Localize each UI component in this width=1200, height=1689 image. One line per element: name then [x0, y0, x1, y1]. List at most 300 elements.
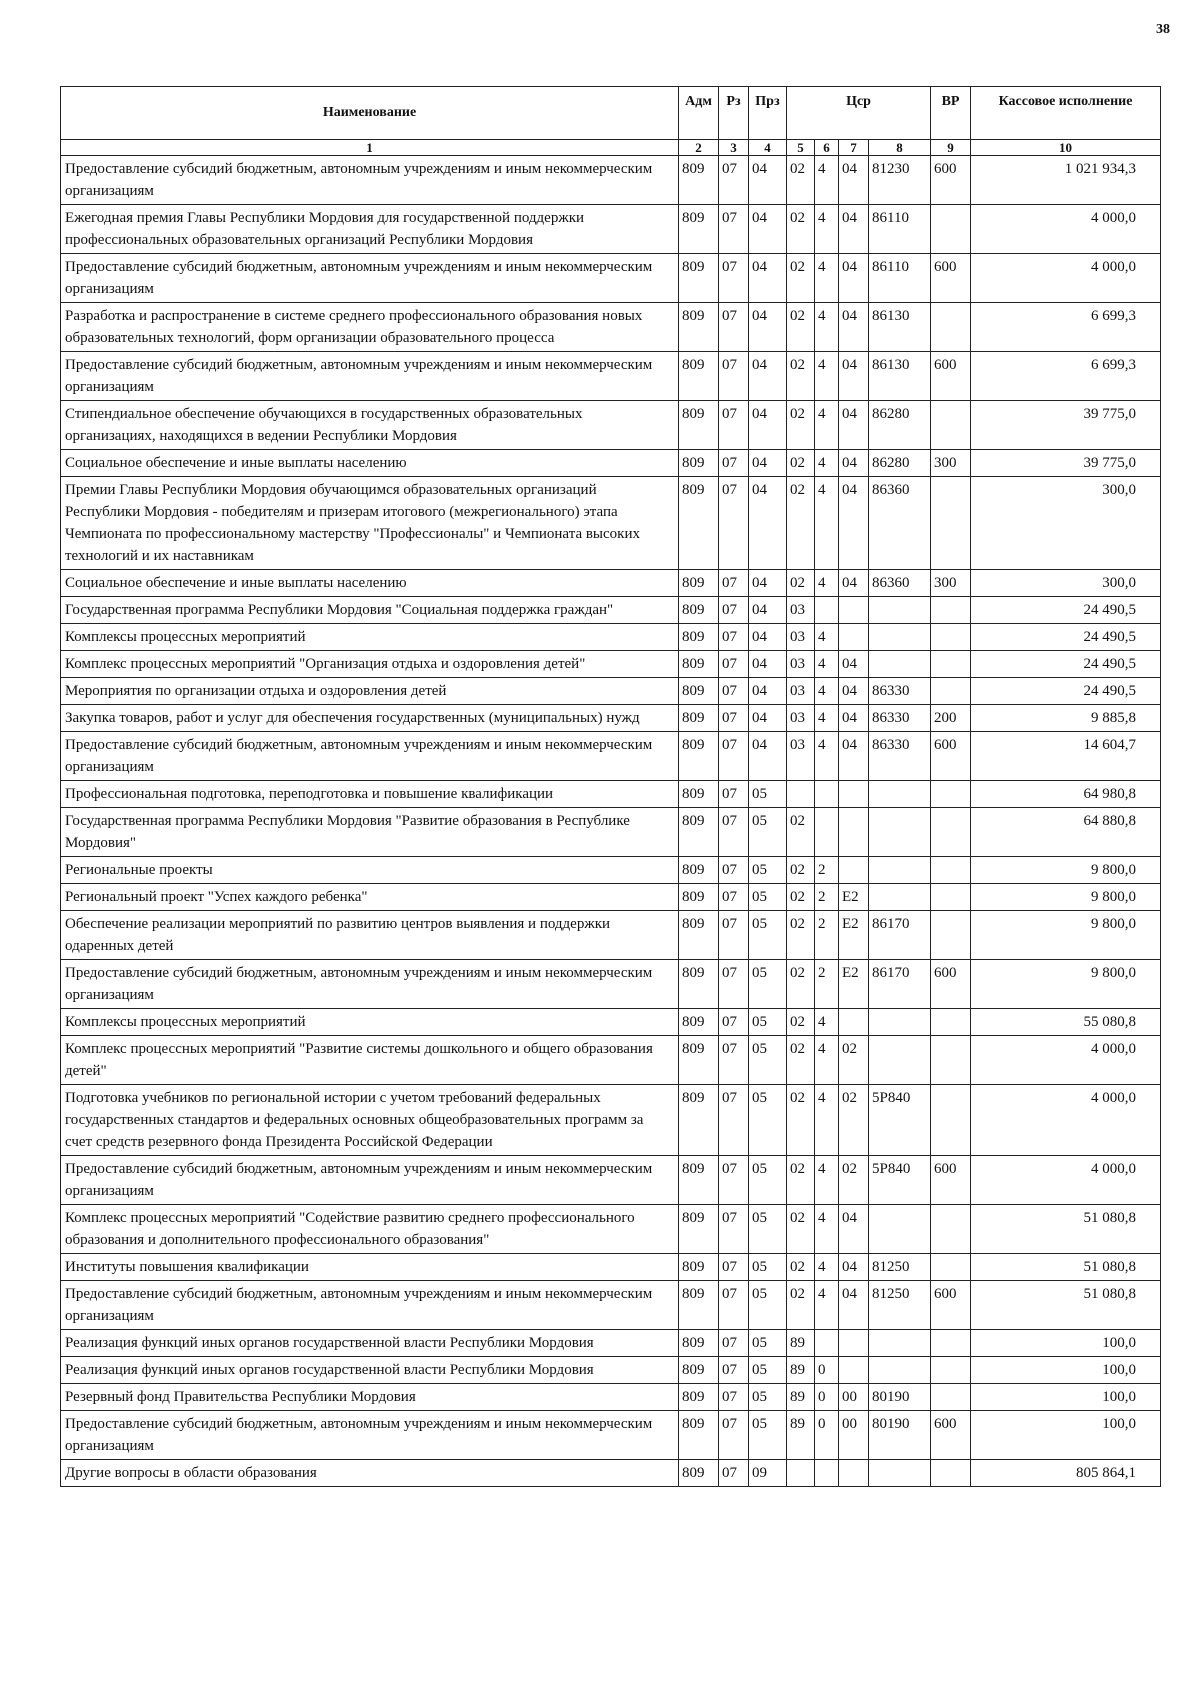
row-csr-program: 02: [787, 477, 815, 570]
row-rz: 07: [719, 678, 749, 705]
row-csr-program: 02: [787, 1009, 815, 1036]
table-row: [61, 857, 1161, 884]
row-prz: 09: [749, 1460, 787, 1487]
header-vr: ВР: [931, 87, 971, 140]
row-csr-program: 02: [787, 205, 815, 254]
row-adm: 809: [679, 1036, 719, 1085]
row-vr: [931, 911, 971, 960]
row-name: Предоставление субсидий бюджетным, автономным учреждениям и иным некоммерческим организациям: [61, 1411, 679, 1460]
table-row: [61, 1281, 1161, 1330]
row-amount: 300,0: [971, 477, 1161, 570]
row-csr-element: 04: [839, 401, 869, 450]
row-vr: [931, 678, 971, 705]
row-rz: 07: [719, 857, 749, 884]
row-csr-element: 04: [839, 570, 869, 597]
row-rz: 07: [719, 1330, 749, 1357]
row-amount: 805 864,1: [971, 1460, 1161, 1487]
row-csr-element: 04: [839, 1254, 869, 1281]
row-csr-type: 4: [815, 401, 839, 450]
row-csr-type: 4: [815, 1085, 839, 1156]
row-rz: 07: [719, 597, 749, 624]
row-prz: 05: [749, 808, 787, 857]
row-adm: 809: [679, 1330, 719, 1357]
row-csr-direction: 81250: [869, 1254, 931, 1281]
row-amount: 100,0: [971, 1411, 1161, 1460]
row-amount: 24 490,5: [971, 597, 1161, 624]
row-csr-program: 02: [787, 1205, 815, 1254]
row-rz: 07: [719, 254, 749, 303]
row-csr-type: 0: [815, 1411, 839, 1460]
row-csr-element: E2: [839, 960, 869, 1009]
row-csr-type: 4: [815, 570, 839, 597]
row-csr-type: 2: [815, 857, 839, 884]
row-vr: [931, 1009, 971, 1036]
row-csr-program: 02: [787, 884, 815, 911]
table-row: [61, 678, 1161, 705]
row-csr-element: [839, 808, 869, 857]
table-row: [61, 1330, 1161, 1357]
row-vr: [931, 651, 971, 678]
row-csr-element: 04: [839, 352, 869, 401]
table-row: [61, 651, 1161, 678]
row-vr: 600: [931, 1411, 971, 1460]
row-adm: 809: [679, 651, 719, 678]
row-rz: 07: [719, 960, 749, 1009]
row-csr-element: 02: [839, 1085, 869, 1156]
row-amount: 64 880,8: [971, 808, 1161, 857]
row-rz: 07: [719, 1085, 749, 1156]
row-rz: 07: [719, 352, 749, 401]
table-row: [61, 808, 1161, 857]
row-amount: 51 080,8: [971, 1205, 1161, 1254]
row-csr-type: 4: [815, 450, 839, 477]
table-row: [61, 1085, 1161, 1156]
row-csr-element: 04: [839, 732, 869, 781]
header-csr: Цср: [787, 87, 931, 140]
row-csr-element: 04: [839, 705, 869, 732]
row-csr-type: [815, 1460, 839, 1487]
row-adm: 809: [679, 1281, 719, 1330]
row-amount: 64 980,8: [971, 781, 1161, 808]
column-number: 7: [839, 140, 869, 156]
row-csr-type: 4: [815, 705, 839, 732]
row-adm: 809: [679, 1411, 719, 1460]
column-number: 8: [869, 140, 931, 156]
row-csr-type: [815, 781, 839, 808]
row-amount: 24 490,5: [971, 624, 1161, 651]
row-csr-element: [839, 1009, 869, 1036]
row-vr: [931, 401, 971, 450]
row-name: Комплекс процессных мероприятий "Содействие развитию среднего профессионального образования и дополнительного профессионального образования": [61, 1205, 679, 1254]
row-rz: 07: [719, 1384, 749, 1411]
row-rz: 07: [719, 732, 749, 781]
row-prz: 05: [749, 1036, 787, 1085]
row-prz: 05: [749, 1384, 787, 1411]
row-adm: 809: [679, 1205, 719, 1254]
row-rz: 07: [719, 1411, 749, 1460]
row-name: Комплекс процессных мероприятий "Организация отдыха и оздоровления детей": [61, 651, 679, 678]
table-row: [61, 570, 1161, 597]
row-vr: 600: [931, 960, 971, 1009]
row-name: Мероприятия по организации отдыха и оздоровления детей: [61, 678, 679, 705]
row-rz: 07: [719, 1281, 749, 1330]
row-name: Разработка и распространение в системе среднего профессионального образования новых образовательных технологий, форм организации образовательного процесса: [61, 303, 679, 352]
row-csr-direction: 5P840: [869, 1085, 931, 1156]
row-prz: 05: [749, 1009, 787, 1036]
row-rz: 07: [719, 624, 749, 651]
table-row: [61, 401, 1161, 450]
row-amount: 100,0: [971, 1330, 1161, 1357]
row-name: Государственная программа Республики Мордовия "Развитие образования в Республике Мордовия": [61, 808, 679, 857]
row-prz: 05: [749, 1281, 787, 1330]
row-name: Предоставление субсидий бюджетным, автономным учреждениям и иным некоммерческим организациям: [61, 732, 679, 781]
row-csr-direction: 86360: [869, 570, 931, 597]
row-csr-program: 89: [787, 1330, 815, 1357]
row-vr: 300: [931, 450, 971, 477]
row-adm: 809: [679, 732, 719, 781]
row-vr: [931, 1384, 971, 1411]
row-csr-direction: 86130: [869, 303, 931, 352]
row-prz: 04: [749, 303, 787, 352]
row-name: Предоставление субсидий бюджетным, автономным учреждениям и иным некоммерческим организациям: [61, 1281, 679, 1330]
row-name: Комплексы процессных мероприятий: [61, 1009, 679, 1036]
row-amount: 14 604,7: [971, 732, 1161, 781]
row-csr-element: 04: [839, 254, 869, 303]
row-amount: 4 000,0: [971, 1036, 1161, 1085]
row-csr-direction: [869, 651, 931, 678]
row-prz: 05: [749, 1357, 787, 1384]
row-csr-element: 04: [839, 678, 869, 705]
row-name: Профессиональная подготовка, переподготовка и повышение квалификации: [61, 781, 679, 808]
row-csr-type: 4: [815, 205, 839, 254]
row-prz: 04: [749, 401, 787, 450]
row-name: Предоставление субсидий бюджетным, автономным учреждениям и иным некоммерческим организациям: [61, 1156, 679, 1205]
row-name: Предоставление субсидий бюджетным, автономным учреждениям и иным некоммерческим организациям: [61, 352, 679, 401]
row-name: Закупка товаров, работ и услуг для обеспечения государственных (муниципальных) нужд: [61, 705, 679, 732]
row-csr-program: [787, 781, 815, 808]
header-row: [61, 87, 1161, 140]
row-amount: 55 080,8: [971, 1009, 1161, 1036]
table-row: [61, 732, 1161, 781]
table-row: [61, 303, 1161, 352]
row-csr-type: 4: [815, 156, 839, 205]
row-adm: 809: [679, 254, 719, 303]
column-number: 10: [971, 140, 1161, 156]
row-csr-type: 0: [815, 1384, 839, 1411]
row-csr-type: 4: [815, 254, 839, 303]
row-adm: 809: [679, 450, 719, 477]
row-rz: 07: [719, 1036, 749, 1085]
row-vr: [931, 1205, 971, 1254]
table-body: [61, 156, 1161, 1487]
row-name: Региональные проекты: [61, 857, 679, 884]
row-name: Социальное обеспечение и иные выплаты населению: [61, 570, 679, 597]
row-csr-program: 03: [787, 678, 815, 705]
row-adm: 809: [679, 1085, 719, 1156]
row-csr-program: 02: [787, 352, 815, 401]
row-rz: 07: [719, 570, 749, 597]
row-name: Резервный фонд Правительства Республики Мордовия: [61, 1384, 679, 1411]
row-adm: 809: [679, 352, 719, 401]
row-prz: 05: [749, 960, 787, 1009]
row-csr-element: 04: [839, 477, 869, 570]
row-prz: 04: [749, 705, 787, 732]
row-csr-type: 2: [815, 911, 839, 960]
row-amount: 9 800,0: [971, 960, 1161, 1009]
header-name: Наименование: [61, 87, 679, 140]
row-csr-program: 02: [787, 570, 815, 597]
row-name: Комплексы процессных мероприятий: [61, 624, 679, 651]
row-amount: 51 080,8: [971, 1281, 1161, 1330]
column-number: 5: [787, 140, 815, 156]
row-prz: 05: [749, 1411, 787, 1460]
row-name: Государственная программа Республики Мордовия "Социальная поддержка граждан": [61, 597, 679, 624]
row-csr-direction: [869, 1205, 931, 1254]
row-adm: 809: [679, 781, 719, 808]
row-adm: 809: [679, 477, 719, 570]
budget-execution-table: [60, 86, 1161, 1487]
row-adm: 809: [679, 570, 719, 597]
row-vr: [931, 1254, 971, 1281]
row-csr-element: [839, 1357, 869, 1384]
row-prz: 05: [749, 884, 787, 911]
table-row: [61, 911, 1161, 960]
row-csr-program: 02: [787, 1036, 815, 1085]
row-csr-element: 04: [839, 651, 869, 678]
row-prz: 04: [749, 570, 787, 597]
row-rz: 07: [719, 156, 749, 205]
row-vr: [931, 1085, 971, 1156]
row-csr-program: 03: [787, 597, 815, 624]
row-rz: 07: [719, 1254, 749, 1281]
row-csr-direction: 81230: [869, 156, 931, 205]
row-name: Ежегодная премия Главы Республики Мордовия для государственной поддержки профессиональных образовательных организаций Республики Мордовия: [61, 205, 679, 254]
row-csr-type: 4: [815, 1281, 839, 1330]
row-prz: 05: [749, 1330, 787, 1357]
row-vr: 200: [931, 705, 971, 732]
header-prz: Прз: [749, 87, 787, 140]
row-csr-direction: 5P840: [869, 1156, 931, 1205]
row-adm: 809: [679, 1009, 719, 1036]
row-csr-program: 02: [787, 1085, 815, 1156]
row-adm: 809: [679, 1357, 719, 1384]
row-vr: [931, 477, 971, 570]
row-rz: 07: [719, 1205, 749, 1254]
row-rz: 07: [719, 781, 749, 808]
row-prz: 04: [749, 254, 787, 303]
row-csr-element: 04: [839, 156, 869, 205]
row-csr-program: 02: [787, 156, 815, 205]
row-name: Предоставление субсидий бюджетным, автономным учреждениям и иным некоммерческим организациям: [61, 254, 679, 303]
row-csr-program: 03: [787, 624, 815, 651]
row-amount: 39 775,0: [971, 401, 1161, 450]
row-csr-type: [815, 1330, 839, 1357]
row-amount: 9 800,0: [971, 857, 1161, 884]
row-name: Социальное обеспечение и иные выплаты населению: [61, 450, 679, 477]
row-csr-direction: 86330: [869, 678, 931, 705]
row-name: Предоставление субсидий бюджетным, автономным учреждениям и иным некоммерческим организациям: [61, 960, 679, 1009]
row-csr-type: 0: [815, 1357, 839, 1384]
row-adm: 809: [679, 911, 719, 960]
row-vr: [931, 205, 971, 254]
row-rz: 07: [719, 401, 749, 450]
row-prz: 05: [749, 857, 787, 884]
row-csr-direction: [869, 1036, 931, 1085]
row-amount: 4 000,0: [971, 205, 1161, 254]
row-rz: 07: [719, 477, 749, 570]
row-prz: 05: [749, 781, 787, 808]
row-rz: 07: [719, 651, 749, 678]
row-csr-direction: 80190: [869, 1384, 931, 1411]
row-csr-direction: [869, 781, 931, 808]
row-amount: 9 885,8: [971, 705, 1161, 732]
row-vr: [931, 857, 971, 884]
table-row: [61, 781, 1161, 808]
table-row: [61, 1036, 1161, 1085]
row-vr: [931, 597, 971, 624]
table-row: [61, 1156, 1161, 1205]
row-csr-program: 02: [787, 960, 815, 1009]
row-vr: [931, 1036, 971, 1085]
row-adm: 809: [679, 705, 719, 732]
row-csr-type: 2: [815, 960, 839, 1009]
row-csr-type: 4: [815, 303, 839, 352]
row-csr-element: [839, 597, 869, 624]
row-csr-direction: [869, 597, 931, 624]
table-row: [61, 254, 1161, 303]
row-csr-direction: 86130: [869, 352, 931, 401]
row-csr-program: 02: [787, 1156, 815, 1205]
row-prz: 04: [749, 156, 787, 205]
row-csr-element: 00: [839, 1384, 869, 1411]
row-amount: 39 775,0: [971, 450, 1161, 477]
row-csr-program: 03: [787, 651, 815, 678]
row-csr-type: 4: [815, 1009, 839, 1036]
row-csr-type: 4: [815, 678, 839, 705]
row-vr: [931, 884, 971, 911]
row-amount: 4 000,0: [971, 1156, 1161, 1205]
table-row: [61, 1254, 1161, 1281]
row-name: Реализация функций иных органов государственной власти Республики Мордовия: [61, 1330, 679, 1357]
row-name: Обеспечение реализации мероприятий по развитию центров выявления и поддержки одаренных детей: [61, 911, 679, 960]
row-vr: 600: [931, 254, 971, 303]
row-csr-program: 02: [787, 1254, 815, 1281]
header-rz: Рз: [719, 87, 749, 140]
header-cash: Кассовое исполнение: [971, 87, 1161, 140]
row-adm: 809: [679, 1156, 719, 1205]
row-prz: 04: [749, 624, 787, 651]
row-amount: 4 000,0: [971, 254, 1161, 303]
row-prz: 05: [749, 1205, 787, 1254]
row-amount: 9 800,0: [971, 884, 1161, 911]
row-csr-direction: 86280: [869, 450, 931, 477]
row-rz: 07: [719, 911, 749, 960]
table-row: [61, 156, 1161, 205]
row-csr-element: E2: [839, 884, 869, 911]
row-prz: 04: [749, 597, 787, 624]
row-csr-type: 4: [815, 1156, 839, 1205]
row-csr-type: 4: [815, 651, 839, 678]
row-csr-direction: 86330: [869, 705, 931, 732]
row-rz: 07: [719, 884, 749, 911]
row-vr: 300: [931, 570, 971, 597]
row-vr: 600: [931, 352, 971, 401]
row-csr-program: 02: [787, 911, 815, 960]
row-adm: 809: [679, 857, 719, 884]
row-prz: 04: [749, 651, 787, 678]
row-vr: [931, 1357, 971, 1384]
row-csr-direction: 81250: [869, 1281, 931, 1330]
row-adm: 809: [679, 960, 719, 1009]
row-csr-direction: 86170: [869, 911, 931, 960]
row-csr-program: 02: [787, 808, 815, 857]
row-adm: 809: [679, 401, 719, 450]
row-csr-direction: [869, 857, 931, 884]
table-row: [61, 1357, 1161, 1384]
row-adm: 809: [679, 597, 719, 624]
column-number: 1: [61, 140, 679, 156]
row-csr-direction: 86110: [869, 254, 931, 303]
row-prz: 05: [749, 1254, 787, 1281]
row-csr-element: [839, 1460, 869, 1487]
row-csr-type: 2: [815, 884, 839, 911]
column-number: 4: [749, 140, 787, 156]
row-adm: 809: [679, 884, 719, 911]
row-csr-direction: [869, 1357, 931, 1384]
row-amount: 6 699,3: [971, 303, 1161, 352]
row-rz: 07: [719, 450, 749, 477]
row-csr-program: 89: [787, 1411, 815, 1460]
column-number: 6: [815, 140, 839, 156]
table-row: [61, 597, 1161, 624]
row-csr-element: 04: [839, 1205, 869, 1254]
row-vr: [931, 303, 971, 352]
row-adm: 809: [679, 624, 719, 651]
column-number-row: [61, 140, 1161, 156]
row-csr-direction: [869, 884, 931, 911]
table-row: [61, 477, 1161, 570]
row-csr-direction: [869, 1460, 931, 1487]
column-number: 3: [719, 140, 749, 156]
row-csr-direction: 80190: [869, 1411, 931, 1460]
row-name: Стипендиальное обеспечение обучающихся в государственных образовательных организациях, находящихся в ведении Республики Мордовия: [61, 401, 679, 450]
table-row: [61, 352, 1161, 401]
row-csr-type: 4: [815, 1254, 839, 1281]
row-rz: 07: [719, 808, 749, 857]
row-prz: 05: [749, 1156, 787, 1205]
row-vr: 600: [931, 732, 971, 781]
row-rz: 07: [719, 1460, 749, 1487]
row-csr-program: 03: [787, 732, 815, 781]
row-csr-element: 02: [839, 1036, 869, 1085]
row-csr-type: [815, 597, 839, 624]
row-vr: [931, 781, 971, 808]
table-row: [61, 1411, 1161, 1460]
column-number: 9: [931, 140, 971, 156]
row-csr-element: [839, 624, 869, 651]
row-csr-direction: 86280: [869, 401, 931, 450]
row-csr-type: 4: [815, 352, 839, 401]
row-csr-program: 89: [787, 1384, 815, 1411]
row-vr: [931, 624, 971, 651]
table-row: [61, 450, 1161, 477]
row-prz: 04: [749, 732, 787, 781]
row-csr-program: 02: [787, 450, 815, 477]
row-amount: 24 490,5: [971, 678, 1161, 705]
table-row: [61, 705, 1161, 732]
row-prz: 05: [749, 1085, 787, 1156]
table-row: [61, 960, 1161, 1009]
